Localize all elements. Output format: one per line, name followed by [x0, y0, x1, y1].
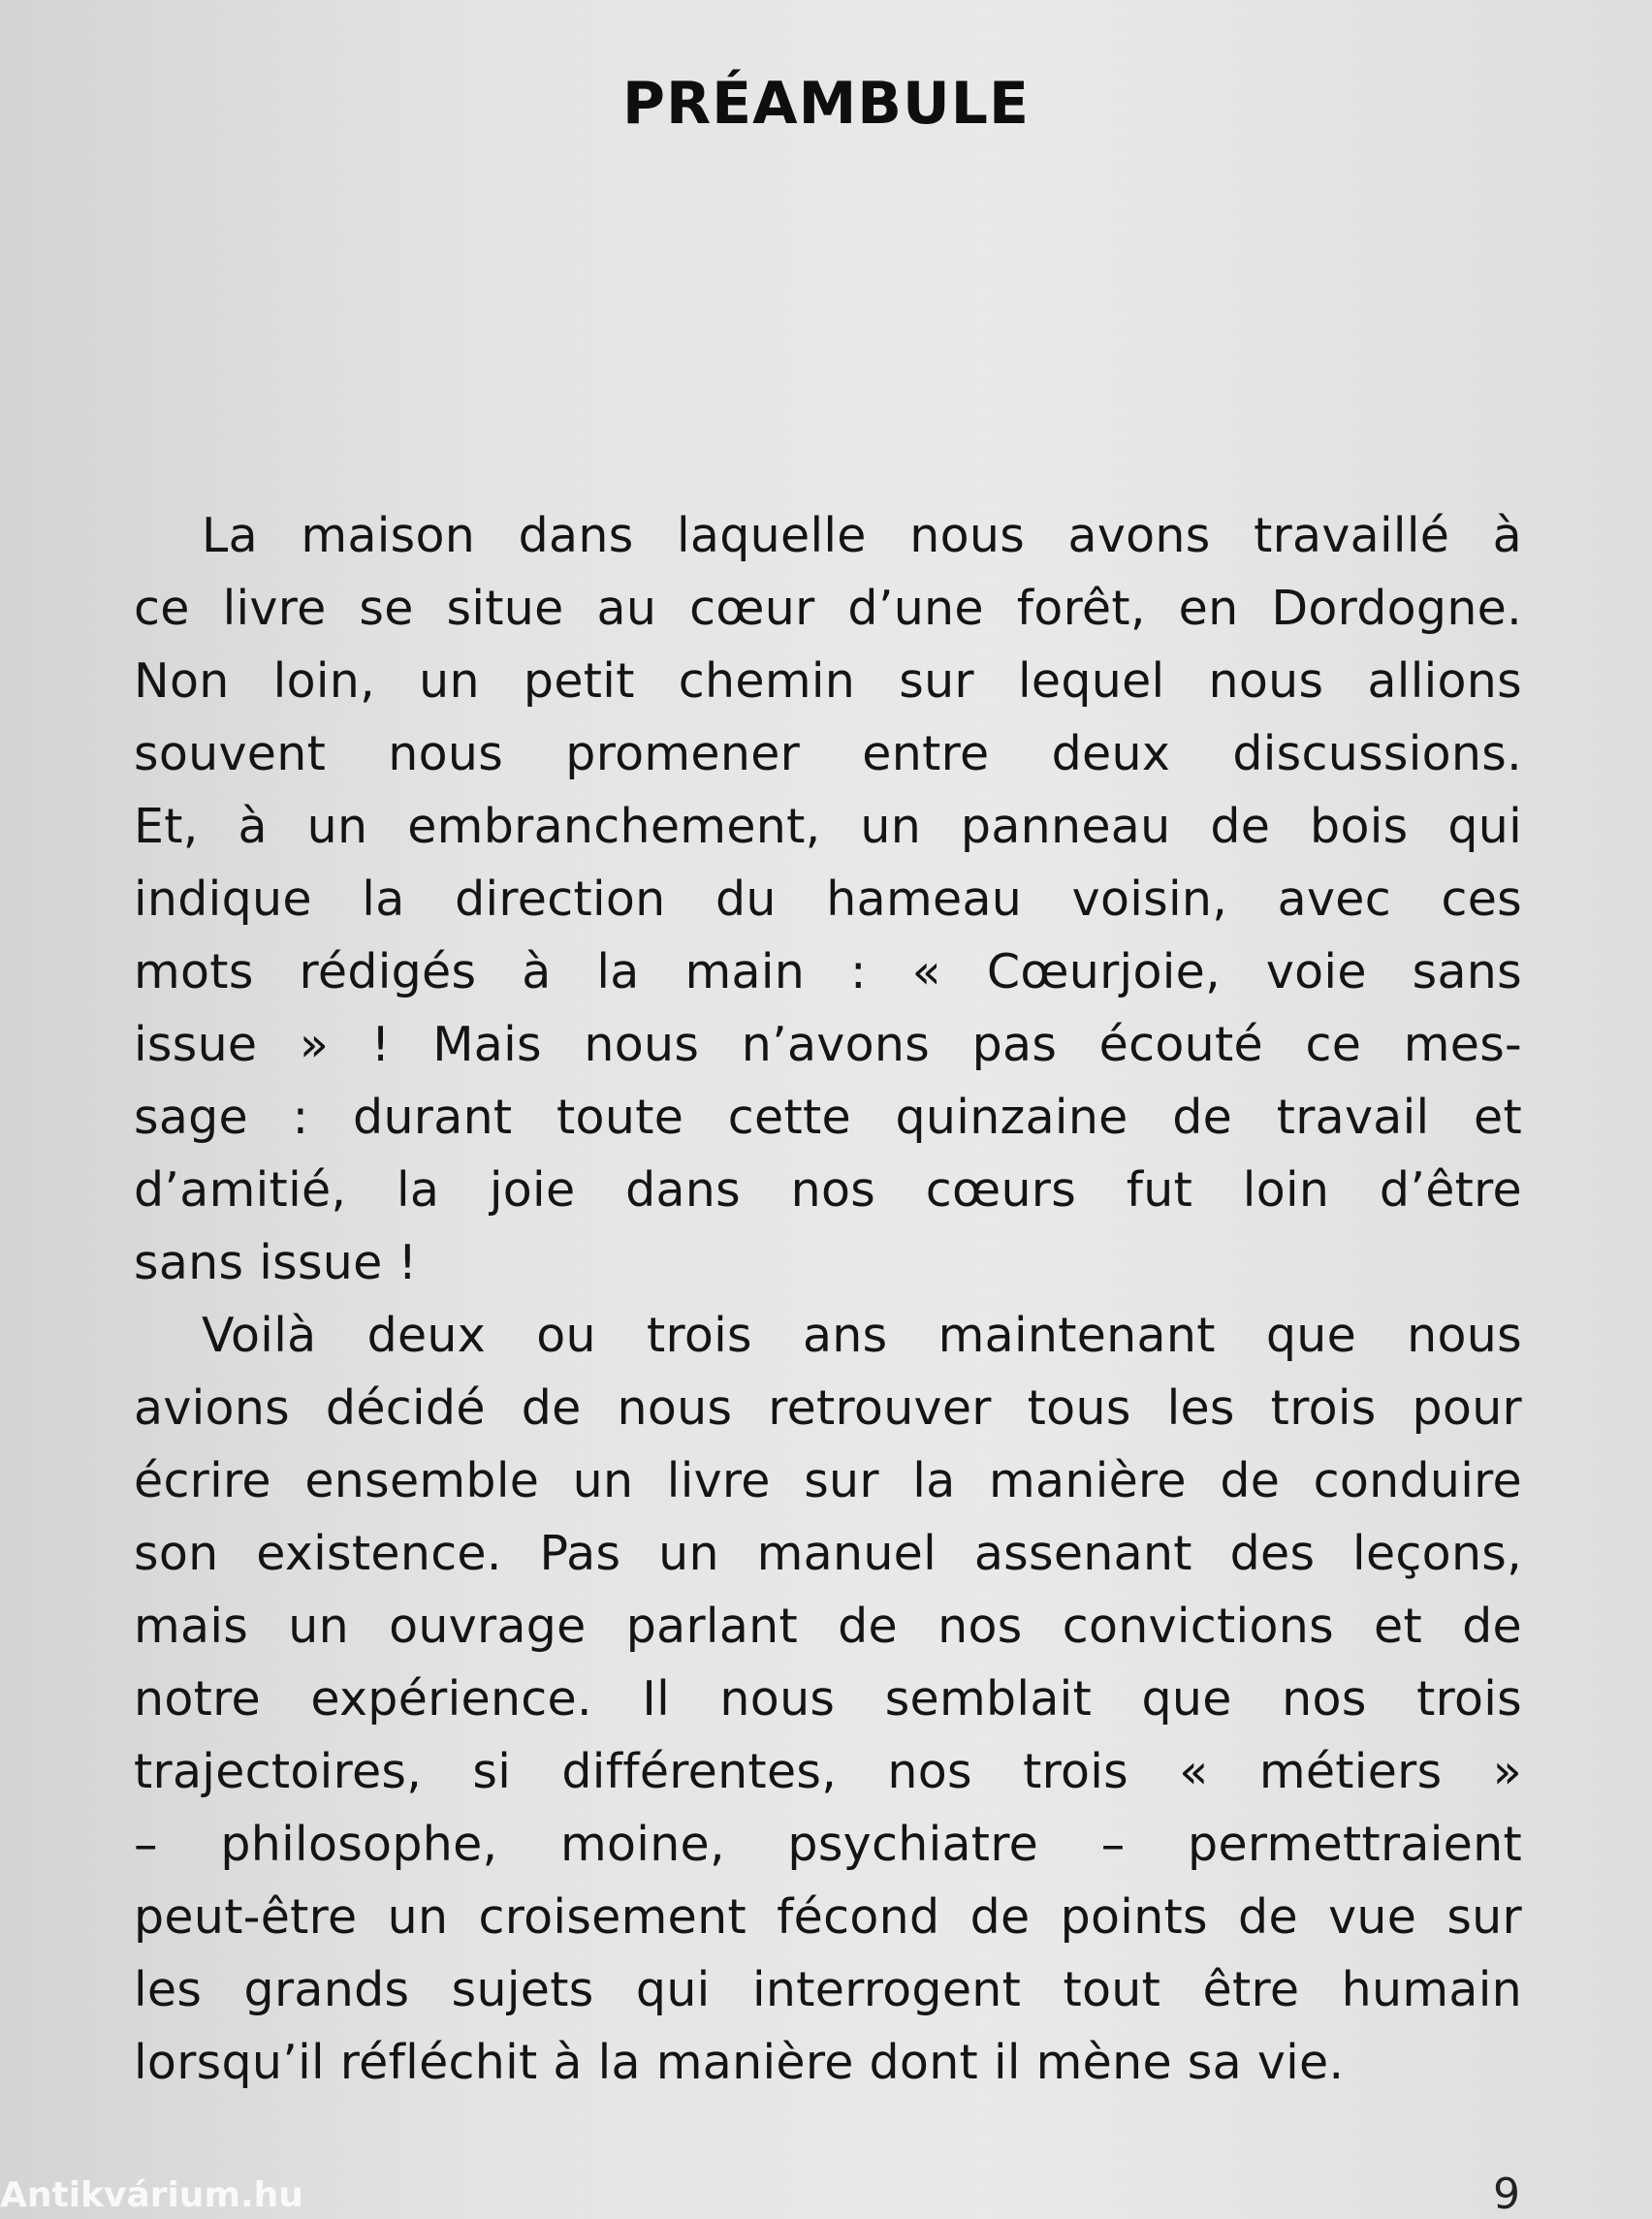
chapter-title: PRÉAMBULE: [622, 70, 1030, 138]
body-text: [134, 499, 1522, 2099]
text-line: son existence. Pas un manuel assenant des leçons,: [134, 1526, 1522, 1581]
text-line: – philosophe, moine, psychiatre – permettraient: [134, 1817, 1522, 1872]
text-line: ce livre se situe au cœur d’une forêt, en Dordogne.: [134, 581, 1522, 636]
text-line: La maison dans laquelle nous avons travaillé à: [202, 508, 1522, 563]
text-line: Et, à un embranchement, un panneau de bois qui: [134, 799, 1522, 854]
text-line: les grands sujets qui interrogent tout être humain: [134, 1962, 1522, 2017]
text-line: trajectoires, si différentes, nos trois « métiers »: [134, 1744, 1522, 1799]
text-line: mots rédigés à la main : « Cœurjoie, voie sans: [134, 944, 1522, 999]
text-line: lorsqu’il réfléchit à la manière dont il mène sa vie.: [134, 2035, 1345, 2090]
text-line: notre expérience. Il nous semblait que nos trois: [134, 1671, 1522, 1727]
text-line: peut-être un croisement fécond de points de vue sur: [134, 1889, 1522, 1945]
watermark: Antikvárium.hu: [0, 2175, 303, 2215]
text-line: issue » ! Mais nous n’avons pas écouté ce mes-: [134, 1017, 1522, 1072]
page-number: 9: [1493, 2170, 1520, 2219]
text-line: indique la direction du hameau voisin, avec ces: [134, 872, 1522, 927]
paragraph-2: [134, 1299, 1522, 2099]
text-line: sans issue !: [134, 1235, 418, 1290]
text-line: sage : durant toute cette quinzaine de travail et: [134, 1090, 1522, 1145]
text-line: avions décidé de nous retrouver tous les trois pour: [134, 1380, 1522, 1436]
text-line: d’amitié, la joie dans nos cœurs fut loin d’être: [134, 1162, 1522, 1218]
text-line: écrire ensemble un livre sur la manière de conduire: [134, 1453, 1522, 1508]
text-line: souvent nous promener entre deux discussions.: [134, 726, 1522, 781]
text-line: Non loin, un petit chemin sur lequel nous allions: [134, 653, 1522, 709]
text-line: mais un ouvrage parlant de nos convictions et de: [134, 1599, 1522, 1654]
text-line: Voilà deux ou trois ans maintenant que nous: [202, 1308, 1522, 1363]
paragraph-1: [134, 499, 1522, 1299]
